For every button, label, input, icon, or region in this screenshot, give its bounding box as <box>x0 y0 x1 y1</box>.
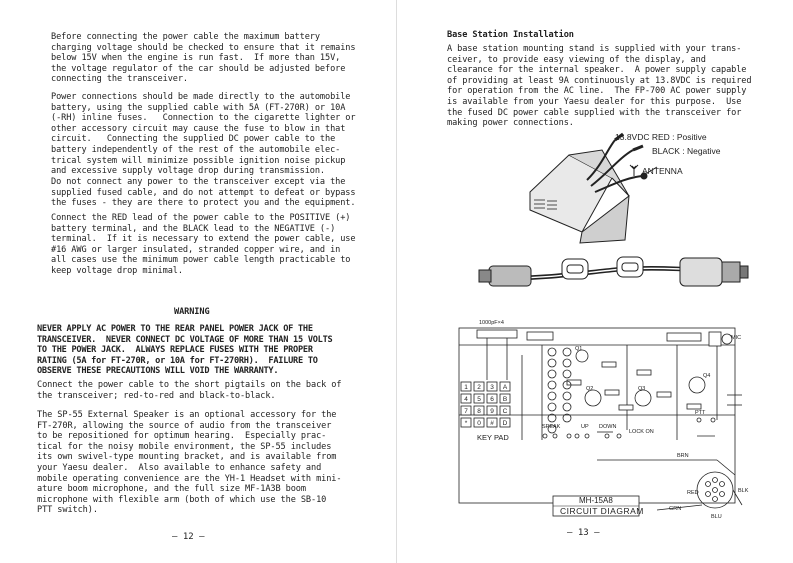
label-speak: SPEAK <box>542 424 561 430</box>
keypad-key-label: 9 <box>490 408 494 415</box>
keypad-key-label: 8 <box>477 408 481 415</box>
label-q2: Q2 <box>586 386 594 392</box>
label-antenna: ANTENNA <box>642 166 683 176</box>
schematic-model: MH-15A8 <box>579 496 613 505</box>
label-red-positive: 13.8VDC RED : Positive <box>615 132 707 142</box>
left-para-1: Before connecting the power cable the maximum battery charging voltage should be checked to ensure that it remains below 15V when the engine is run fast. If more than 15V, the voltage regulator of the car should be adjusted before connecting the transceiver. <box>51 32 356 85</box>
left-para-5: Connect the power cable to the short pigtails on the back of the transceiver; red-to-red and black-to-black. <box>37 380 342 401</box>
label-mic: MIC <box>731 335 742 341</box>
label-down: DOWN <box>599 424 617 430</box>
label-grn: GRN <box>669 506 682 512</box>
section-title: Base Station Installation <box>447 30 574 40</box>
left-para-4: Connect the RED lead of the power cable to the POSITIVE (+) battery terminal, and the BLACK lead to the NEGATIVE (-) terminal. If it is necessary to extend the power cable, use #16 AWG or larger insulated, stranded copper wire, and in all cases use the minimum power cable length practicable to keep voltage drop minimal. <box>51 213 356 276</box>
keypad-key-label: 5 <box>477 396 481 403</box>
label-red: RED <box>687 490 699 496</box>
left-para-2: Power connections should be made directly to the automobile battery, using the supplied cable with 5A (FT-270R) or 10A (-RH) inline fuses. Connection to the cigarette lighter or other accessory circuit may cause the fuse to blow in that circuit. Connecting the supplied DC power cable to the battery independently of the rest of the automobile elec- trical system will minimize possible ignition noise pickup and excessive supply voltage drop during transmission. <box>51 92 356 177</box>
keypad-key-label: 1 <box>464 384 468 391</box>
label-q1: Q1 <box>575 346 583 352</box>
page-number-left: — 12 — <box>172 532 205 542</box>
label-capacitors: 1000pF×4 <box>479 320 504 326</box>
keypad-label: KEY PAD <box>477 433 509 442</box>
label-black-negative: BLACK : Negative <box>652 146 721 156</box>
keypad-key-label: 7 <box>464 408 468 415</box>
keypad-key-label: A <box>502 384 508 391</box>
warning-title: WARNING <box>174 307 210 317</box>
warning-text: NEVER APPLY AC POWER TO THE REAR PANEL POWER JACK OF THE TRANSCEIVER. NEVER CONNECT DC VOLTAGE OF MORE THAN 15 VOLTS TO THE POWER JACK. ALWAYS REPLACE FUSES WITH THE PROPER RATING (5A for FT-270R, or 10A for FT-270RH). FAILURE TO OBSERVE THESE PRECAUTIONS WILL VOID THE WARRANTY. <box>37 324 333 377</box>
left-para-3: Do not connect any power to the transceiver except via the supplied fused cable, and do not attempt to defeat or bypass the fuses - they are there to protect you and the equipment. <box>51 177 356 209</box>
label-up: UP <box>581 424 589 430</box>
label-brn: BRN <box>677 453 689 459</box>
keypad-key-label: # <box>490 420 494 427</box>
right-para-1: A base station mounting stand is supplied with your trans- ceiver, to provide easy viewing of the display, and clearance for the internal speaker. A power supply capable of providing at least 9A continuously at 13.8VDC is required for operation from the AC line. The FP-700 AC power supply is available from your Yaesu dealer for this purpose. Use the fused DC power cable supplied with the transceiver for making power connections. <box>447 44 752 129</box>
label-blu: BLU <box>711 514 722 520</box>
keypad-key-label: * <box>464 420 468 427</box>
circuit-diagram <box>397 0 793 563</box>
keypad-key-label: D <box>502 420 508 427</box>
keypad-key-label: 4 <box>464 396 468 403</box>
keypad-key-label: 3 <box>490 384 494 391</box>
page-number-right: — 13 — <box>567 528 600 538</box>
label-q3: Q3 <box>638 386 646 392</box>
label-ptt: PTT <box>695 410 706 416</box>
right-page <box>397 0 793 563</box>
left-para-6: The SP-55 External Speaker is an optional accessory for the FT-270R, allowing the source of audio from the transceiver to be repositioned for optimum hearing. Especially prac- tical for the noisy mobile environment, the SP-55 includes its own swivel-type mounting bracket, and is available from your Yaesu dealer. Also available to enhance safety and mobile operating convenience are the YH-1 Headset with mini- ature boom microphone, and the full size MF-1A3B boom microphone with flexible arm (both of which use the SB-10 PTT switch). <box>37 410 342 516</box>
label-q4: Q4 <box>703 373 711 379</box>
label-lock: LOCK ON <box>629 429 654 435</box>
keypad-key-label: 0 <box>477 420 481 427</box>
left-page <box>0 0 396 563</box>
keypad-key-label: 6 <box>490 396 494 403</box>
keypad-key-label: B <box>502 396 508 403</box>
schematic-title: CIRCUIT DIAGRAM <box>560 506 644 516</box>
keypad-key-label: 2 <box>477 384 481 391</box>
keypad-grid <box>461 382 510 427</box>
keypad-key-label: C <box>502 408 508 415</box>
label-blk: BLK <box>738 488 749 494</box>
